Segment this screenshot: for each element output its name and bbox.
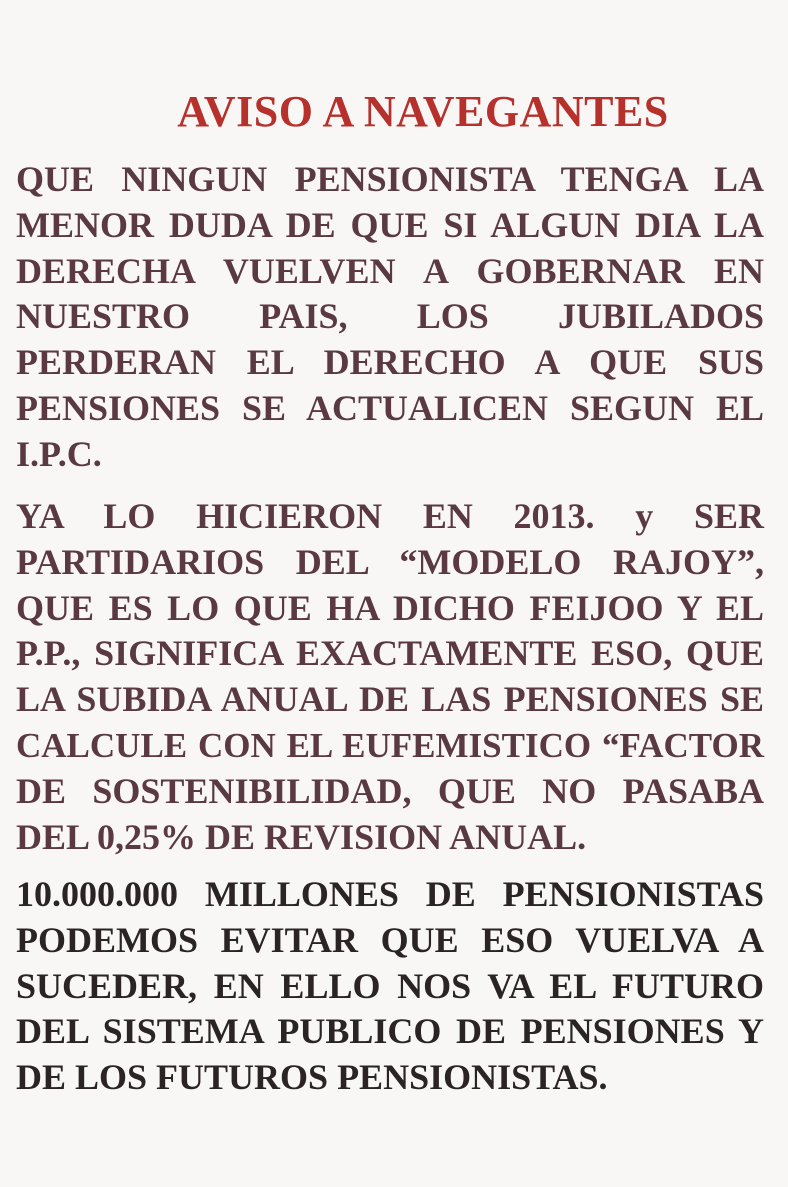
text-line: I.P.C. (16, 433, 102, 474)
text-line: YA LO HICIERON EN 2013. y SER (16, 496, 764, 536)
text-line: 10.000.000 MILLONES DE PENSIONISTAS (16, 874, 764, 914)
paragraph-pension-warning (16, 157, 764, 478)
text-line: MENOR DUDA DE QUE SI ALGUN DIA LA (16, 204, 764, 245)
text-line: P.P., SIGNIFICA EXACTAMENTE ESO, QUE (16, 633, 764, 674)
text-line: QUE ES LO QUE HA DICHO FEIJOO Y EL (16, 587, 764, 628)
text-line: LA SUBIDA ANUAL DE LAS PENSIONES SE (16, 679, 764, 720)
text-line: PENSIONES SE ACTUALICEN SEGUN EL (16, 387, 764, 428)
text-line: PODEMOS EVITAR QUE ESO VUELVA A (16, 919, 764, 960)
text-line: PERDERAN EL DERECHO A QUE SUS (16, 342, 764, 383)
text-line: DE LOS FUTUROS PENSIONISTAS. (16, 1057, 608, 1098)
paragraph-rajoy-model (16, 494, 764, 860)
text-line: CALCULE CON EL EUFEMISTICO “FACTOR (16, 725, 764, 765)
text-line: DE SOSTENIBILIDAD, QUE NO PASABA (16, 770, 764, 811)
text-line: DEL SISTEMA PUBLICO DE PENSIONES Y (16, 1011, 764, 1052)
notice-title: AVISO A NAVEGANTES (177, 87, 669, 136)
text-line: NUESTRO PAIS, LOS JUBILADOS (16, 296, 764, 337)
text-line: DERECHA VUELVEN A GOBERNAR EN (16, 250, 764, 291)
text-line: PARTIDARIOS DEL “MODELO RAJOY”, (16, 541, 764, 582)
text-line: QUE NINGUN PENSIONISTA TENGA LA (16, 159, 764, 199)
text-line: DEL 0,25% DE REVISION ANUAL. (16, 816, 587, 857)
paragraph-call-to-action (16, 872, 764, 1101)
text-line: SUCEDER, EN ELLO NOS VA EL FUTURO (16, 965, 764, 1006)
